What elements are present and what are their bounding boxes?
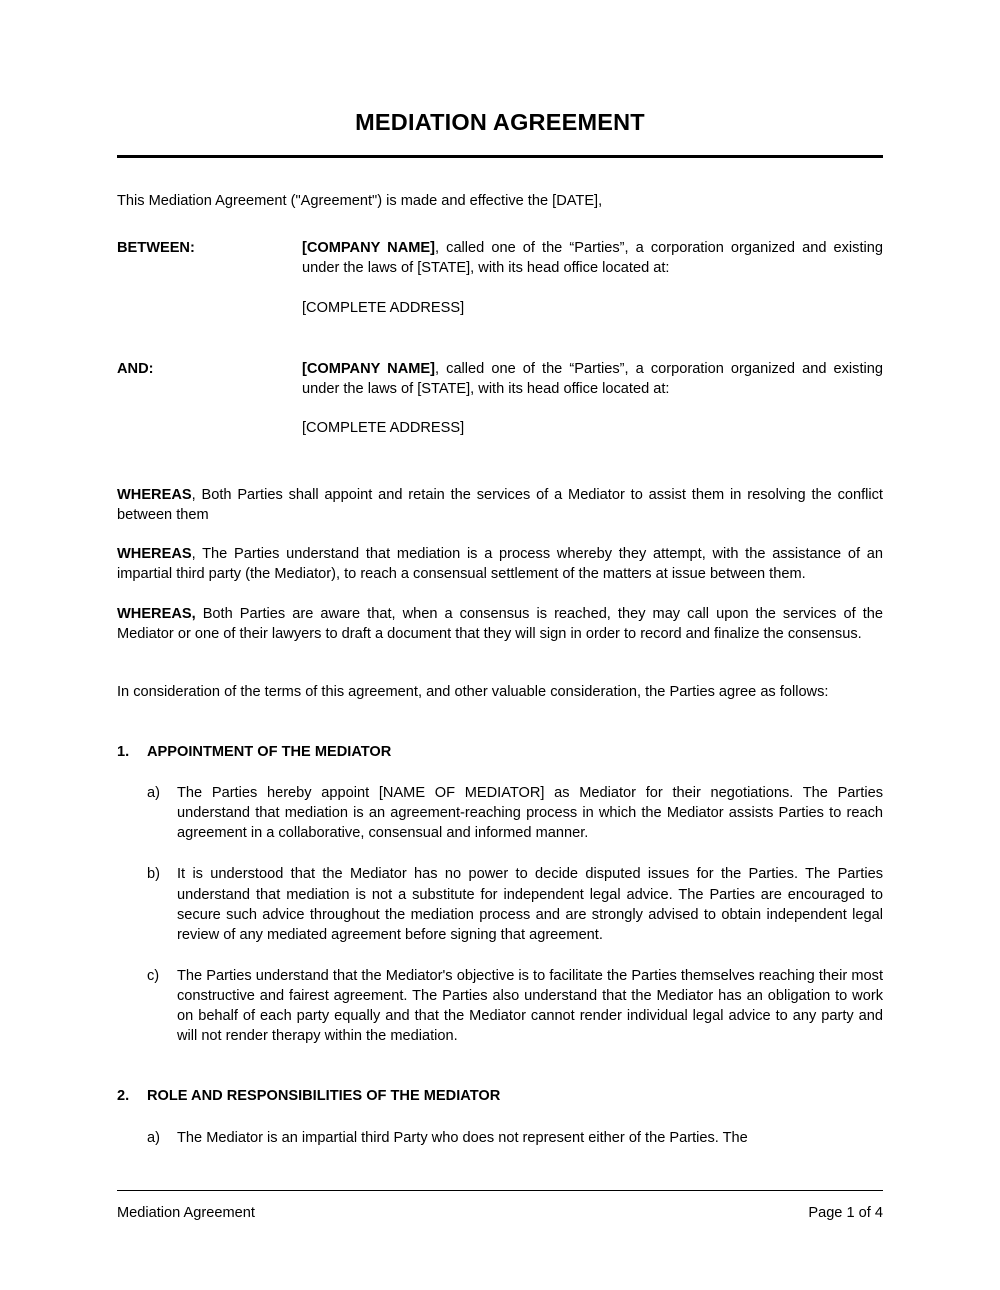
section-1	[117, 742, 883, 1047]
recital-2-lead: WHEREAS	[117, 546, 192, 563]
intro-paragraph: This Mediation Agreement ("Agreement") is made and effective the [DATE],	[117, 193, 603, 210]
section-2-item-a-marker: a)	[147, 1129, 160, 1146]
section-2-title: ROLE AND RESPONSIBILITIES OF THE MEDIATOR	[147, 1088, 501, 1105]
party-company-between: [COMPANY NAME]	[302, 240, 436, 257]
title-divider	[117, 155, 883, 158]
parties-block	[117, 238, 883, 438]
footer-page-number: Page 1 of 4	[808, 1204, 883, 1221]
section-2	[117, 1086, 883, 1147]
party-description-text-between: , called one of the “Parties”, a corporation organized and existing under the laws of [STATE], with its head office located at:	[302, 240, 883, 277]
section-1-number: 1.	[117, 743, 130, 760]
recital-1-lead: WHEREAS	[117, 487, 192, 504]
party-label-and: AND:	[117, 360, 154, 377]
recitals-block	[117, 485, 883, 644]
party-body-and	[302, 359, 883, 438]
footer-document-name: Mediation Agreement	[117, 1204, 255, 1221]
section-1-item-b-text: It is understood that the Mediator has no power to decide disputed issues for the Parties. The Parties understand that mediation is not a substitute for independent legal advice. The Parties are encouraged to secure such advice throughout the mediation process and are strongly advised to obtain independent legal review of any mediated agreement before signing that agreement.	[177, 866, 883, 943]
footer-divider	[117, 1190, 883, 1191]
party-row-and	[117, 359, 883, 438]
recital-3	[117, 604, 883, 644]
recital-1-body: , Both Parties shall appoint and retain the services of a Mediator to assist them in resolving the conflict between them	[117, 487, 883, 524]
section-2-heading	[117, 1086, 883, 1106]
party-description-and	[302, 359, 883, 399]
party-description-text-and: , called one of the “Parties”, a corporation organized and existing under the laws of [STATE], with its head office located at:	[302, 360, 883, 397]
section-2-number: 2.	[117, 1088, 130, 1105]
party-address-between: [COMPLETE ADDRESS]	[302, 299, 465, 316]
recital-2-body: , The Parties understand that mediation is a process whereby they attempt, with the assistance of an impartial third party (the Mediator), to reach a consensual settlement of the matters at issue between them.	[117, 546, 883, 583]
party-label-between: BETWEEN:	[117, 240, 195, 257]
party-description-between	[302, 238, 883, 278]
section-1-item-a-marker: a)	[147, 785, 160, 802]
section-2-item-a	[117, 1128, 883, 1148]
section-1-heading	[117, 742, 883, 762]
page-footer	[117, 1190, 883, 1223]
page-title: MEDIATION AGREEMENT	[355, 109, 645, 135]
recital-1	[117, 485, 883, 525]
footer-row	[117, 1203, 883, 1223]
section-1-item-c-marker: c)	[147, 967, 160, 984]
recital-2	[117, 544, 883, 584]
section-1-item-c	[117, 966, 883, 1047]
party-address-and: [COMPLETE ADDRESS]	[302, 419, 465, 436]
section-1-item-a-text: The Parties hereby appoint [NAME OF MEDIATOR] as Mediator for their negotiations. The Parties understand that mediation is an agreement-reaching process in which the Mediator assists Parties to reach agreement in a collaborative, consensual and informed manner.	[177, 785, 883, 842]
section-2-item-a-text: The Mediator is an impartial third Party who does not represent either of the Parties. The	[177, 1129, 748, 1146]
section-1-item-b-marker: b)	[147, 866, 160, 883]
consideration-paragraph: In consideration of the terms of this agreement, and other valuable consideration, the Parties agree as follows:	[117, 683, 829, 700]
section-1-item-c-text: The Parties understand that the Mediator's objective is to facilitate the Parties themselves reaching their most constructive and fairest agreement. The Parties also understand that the Mediator has an obligation to work on behalf of each party equally and that the Mediator cannot render individual legal advice to any party and will not render therapy within the mediation.	[177, 967, 883, 1045]
section-1-item-a	[117, 783, 883, 843]
party-company-and: [COMPANY NAME]	[302, 360, 436, 377]
section-1-item-b	[117, 864, 883, 945]
recital-3-lead: WHEREAS,	[117, 605, 196, 622]
party-body-between	[302, 238, 883, 317]
recital-3-body: Both Parties are aware that, when a consensus is reached, they may call upon the services of the Mediator or one of their lawyers to draft a document that they will sign in order to record and finalize the consensus.	[117, 605, 883, 642]
party-row-between	[117, 238, 883, 317]
section-1-title: APPOINTMENT OF THE MEDIATOR	[147, 743, 392, 760]
